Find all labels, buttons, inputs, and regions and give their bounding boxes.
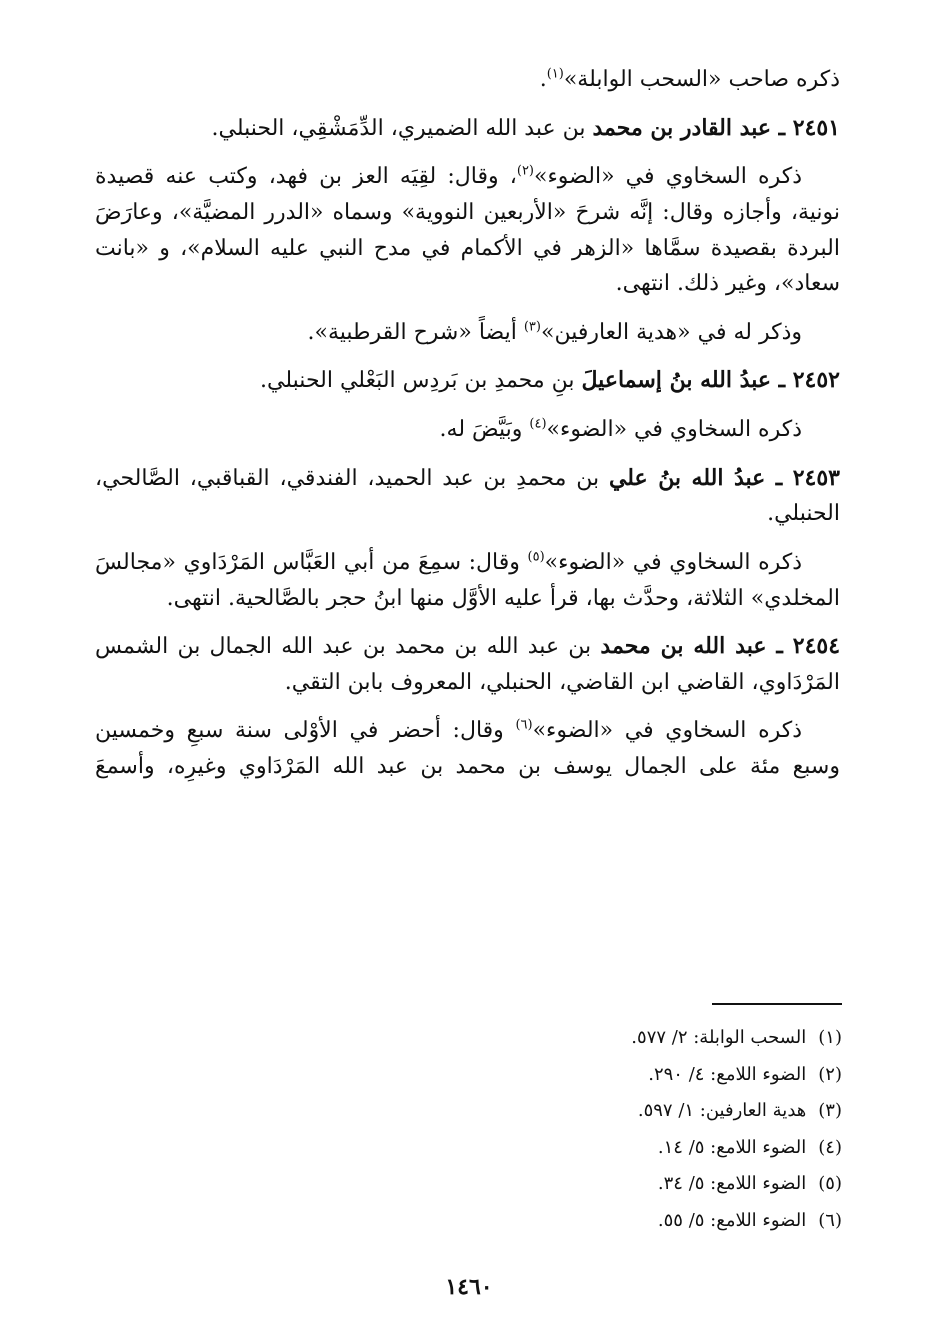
text-run: بن عبد الله الضميري، الدِّمَشْقِي، الحنبلي. [211,115,593,141]
footnote-text: الضوء اللامع: ٥/ ٣٤. [657,1173,807,1194]
footnote-ref: (٥) [527,549,545,565]
bold-text: عبدُ الله بنُ علي [608,464,766,491]
entry-heading [95,111,840,147]
bold-text: ٢٤٥١ ـ [770,114,840,141]
footnotes [520,1020,842,1239]
entry-heading [95,461,840,532]
footnote-ref: (٢) [516,163,534,179]
footnote [520,1093,842,1130]
text-run: ذكره السخاوي في «الضوء» [534,164,802,190]
text-run: ذكره صاحب «السحب الوابلة» [563,67,840,92]
footnote [520,1020,842,1057]
bold-text: عبدُ الله بنُ إسماعيلَ [581,367,771,394]
footnote-text: الضوء اللامع: ٥/ ٥٥. [657,1209,807,1231]
text-run: وذكر له في «هدية العارفين» [540,319,802,345]
footnote [520,1130,842,1167]
footnote-number: (٢) [818,1063,842,1085]
text-run: وقال: سمِعَ من أبي العَبَّاس المَرْدَاوي «مجالسَ المخلدي» الثلاثة، وحدَّث بها، قرأ عليه الأوَّل منها ابنُ حجر بالصَّالحية. انتهى. [95,549,840,611]
text-run: وبَيَّضَ له. [439,417,530,442]
paragraph [95,412,840,448]
footnote-ref: (٣) [523,319,541,335]
paragraph [95,713,840,784]
bold-text: ٢٤٥٣ ـ [765,464,840,491]
text-run: أيضاً «شرح القرطبية». [307,319,524,345]
footnote-number: (٥) [818,1173,842,1194]
footnote-number: (٦) [818,1209,842,1231]
text-run: بن عبد الله بن محمد بن عبد الله الجمال بن الشمس المَرْدَاوي، القاضي ابن القاضي، الحنبلي، المعروف بابن التقي. [95,634,840,695]
footnote-text: هدية العارفين: ١/ ٥٩٧. [637,1100,807,1121]
text-run: ذكره السخاوي في «الضوء» [546,417,802,442]
footnote-ref: (١) [546,66,564,82]
bold-text: عبد القادر بن محمد [592,114,771,141]
entry-heading [95,629,840,700]
bold-text: ٢٤٥٤ ـ [766,633,841,660]
page-number: ١٤٦٠ [445,1274,493,1300]
text-run: ذكره السخاوي في «الضوء» [544,549,803,575]
footnote [520,1203,842,1240]
paragraph [95,62,840,98]
text-run: ، وقال: لقِيَه العز بن فهد، وكتب عنه قصيدة نونية، وأجازه وقال: إنَّه شرحَ «الأربعين النووية» وسماه «الدرر المضيَّة»، وعارَضَ البردة بقصيدة سمَّاها «الزهر في الأكمام في مدح النبي عليه السلام»، و «بانت سعاد»، وغير ذلك. انتهى. [95,164,840,297]
footnote [520,1166,842,1203]
footnote-text: الضوء اللامع: ٤/ ٢٩٠. [648,1063,807,1085]
footnote-ref: (٦) [515,718,533,734]
text-run: وقال: أحضر في الأوْلى سنة سبعِ وخمسين وسبع مئة على الجمال يوسف بن محمد بن عبد الله المَرْدَاوي وغيرِه، وأسمعَ [95,718,840,779]
text-run: . [539,67,547,92]
entry-heading [95,363,840,399]
footnote-number: (٣) [818,1100,842,1121]
text-run: بنِ محمدِ بن بَردِس البَعْلي الحنبلي. [260,368,582,394]
footnote-number: (٤) [818,1136,842,1158]
paragraph [95,545,840,616]
footnote-number: (١) [818,1027,842,1048]
text-run: ذكره السخاوي في «الضوء» [532,718,803,744]
footnote-text: السحب الوابلة: ٢/ ٥٧٧. [631,1027,807,1048]
paragraph [95,315,840,351]
text-run: بن محمدِ بن عبد الحميد، الفندقي، القباقبي، الصَّالحي، الحنبلي. [95,465,840,527]
footnote-ref: (٤) [529,416,547,432]
bold-text: عبد الله بن محمد [600,633,767,660]
footnote-text: الضوء اللامع: ٥/ ١٤. [657,1136,807,1158]
body-text [95,62,840,798]
paragraph [95,159,840,302]
bold-text: ٢٤٥٢ ـ [770,367,840,394]
footnote-rule [712,1003,842,1005]
footnote [520,1057,842,1094]
